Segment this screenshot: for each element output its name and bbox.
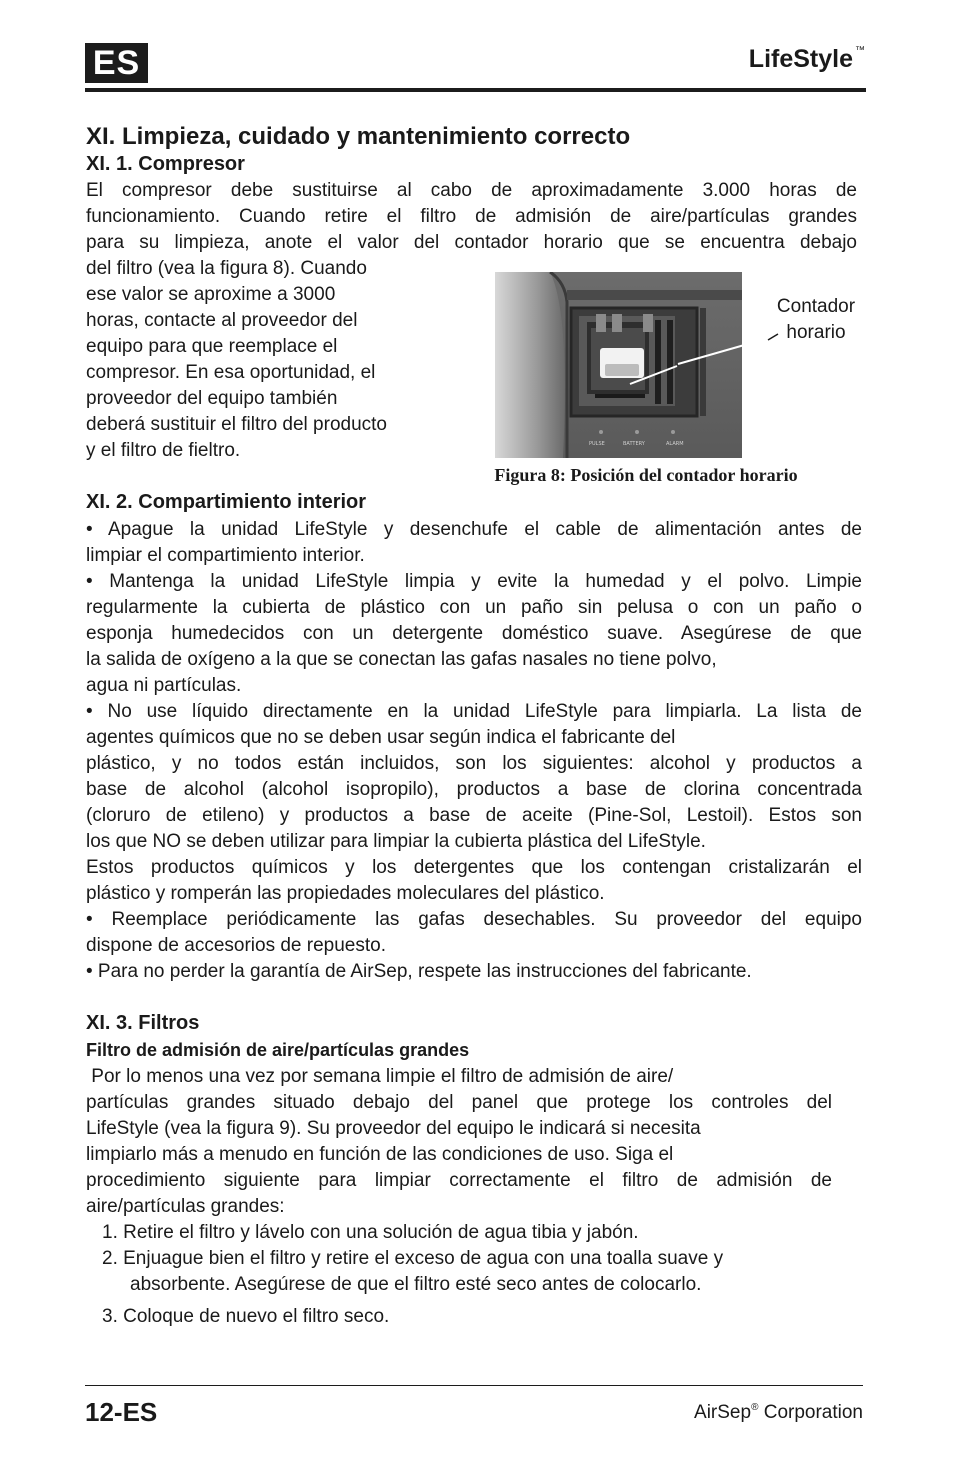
text-line: aire/partículas grandes: bbox=[86, 1196, 285, 1217]
text-line: • Para no perder la garantía de AirSep, respete las instrucciones del fabricante. bbox=[86, 961, 752, 982]
compresor-wrap-text bbox=[86, 256, 440, 464]
language-badge: ES bbox=[85, 43, 148, 83]
text-line: plástico y romperán las propiedades moleculares del plástico. bbox=[86, 883, 605, 904]
text-line: • Mantenga la unidad LifeStyle limpia y evite la humedad y el polvo. Limpie bbox=[86, 571, 862, 592]
text-line: Por lo menos una vez por semana limpie el filtro de admisión de aire/ bbox=[86, 1066, 674, 1087]
text-line: los que NO se deben utilizar para limpiar la cubierta plástica del LifeStyle. bbox=[86, 831, 706, 852]
text-line: compresor. En esa oportunidad, el bbox=[86, 362, 376, 383]
compresor-heading: XI. 1. Compresor bbox=[86, 153, 245, 175]
text-line: base de alcohol (alcohol isopropilo), productos a base de clorina concentrada bbox=[86, 779, 862, 800]
compresor-intro bbox=[86, 178, 857, 256]
panel-label-alarm: ALARM bbox=[666, 441, 684, 447]
text-line: horas, contacte al proveedor del bbox=[86, 310, 358, 331]
panel-label-pulse: PULSE bbox=[589, 441, 605, 447]
text-line: equipo para que reemplace el bbox=[86, 336, 338, 357]
text-line: limpiarlo más a menudo en función de las condiciones de uso. Siga el bbox=[86, 1144, 674, 1165]
compartimiento-body bbox=[86, 517, 862, 985]
text-line: proveedor del equipo también bbox=[86, 388, 338, 409]
header-rule bbox=[85, 88, 866, 92]
text-line: regularmente la cubierta de plástico con un paño sin pelusa o con un paño o bbox=[86, 597, 862, 618]
footer-rule bbox=[85, 1385, 863, 1386]
text-line: para su limpieza, anote el valor del contador horario que se encuentra debajo bbox=[86, 232, 857, 253]
text-line: agentes químicos que no se deben usar según indica el fabricante del bbox=[86, 727, 676, 748]
compartimiento-heading: XI. 2. Compartimiento interior bbox=[86, 491, 367, 513]
filtros-body bbox=[86, 1064, 832, 1220]
text-line: plástico, y no todos están incluidos, son los siguientes: alcohol y productos a bbox=[86, 753, 862, 774]
text-line: partículas grandes situado debajo del panel que protege los controles del bbox=[86, 1092, 832, 1113]
text-line: agua ni partículas. bbox=[86, 675, 242, 696]
list-item: 3. Coloque de nuevo el filtro seco. bbox=[102, 1306, 390, 1327]
brand-title: LifeStyle ™ bbox=[748, 45, 865, 73]
text-line: dispone de accesorios de repuesto. bbox=[86, 935, 386, 956]
text-line: Estos productos químicos y los detergentes que los contengan cristalizarán el bbox=[86, 857, 862, 878]
text-line: ese valor se aproxime a 3000 bbox=[86, 284, 336, 305]
filtros-heading: XI. 3. Filtros bbox=[86, 1012, 200, 1034]
page-number: 12-ES bbox=[85, 1397, 158, 1427]
company-name: AirSep® Corporation bbox=[694, 1402, 863, 1423]
text-line: funcionamiento. Cuando retire el filtro de admisión de aire/partículas grandes bbox=[86, 206, 857, 227]
text-line: (cloruro de etileno) y productos a base de aceite (Pine-Sol, Lestoil). Estos son bbox=[86, 805, 862, 826]
section-title: XI. Limpieza, cuidado y mantenimiento correcto bbox=[86, 123, 631, 150]
text-line: • No use líquido directamente en la unidad LifeStyle para limpiarla. La lista de bbox=[86, 701, 862, 722]
filtros-subheading: Filtro de admisión de aire/partículas grandes bbox=[86, 1040, 470, 1060]
list-item: 1. Retire el filtro y lávelo con una solución de agua tibia y jabón. bbox=[102, 1222, 639, 1243]
text-line: esponja humedecidos con un detergente doméstico suave. Asegúrese de que bbox=[86, 623, 862, 644]
text-line: procedimiento siguiente para limpiar correctamente el filtro de admisión de bbox=[86, 1170, 832, 1191]
text-line: • Reemplace periódicamente las gafas desechables. Su proveedor del equipo bbox=[86, 909, 862, 930]
text-line: LifeStyle (vea la figura 9). Su proveedor del equipo le indicará si necesita bbox=[86, 1118, 701, 1139]
text-line: • Apague la unidad LifeStyle y desenchufe el cable de alimentación antes de bbox=[86, 519, 862, 540]
list-item-continuation: absorbente. Asegúrese de que el filtro esté seco antes de colocarlo. bbox=[130, 1274, 702, 1295]
figure-caption: Figura 8: Posición del contador horario bbox=[494, 465, 798, 485]
text-line: la salida de oxígeno a la que se conectan las gafas nasales no tiene polvo, bbox=[86, 649, 717, 670]
text-line: y el filtro de fieltro. bbox=[86, 440, 241, 461]
text-line: del filtro (vea la figura 8). Cuando bbox=[86, 258, 367, 279]
text-line: deberá sustituir el filtro del producto bbox=[86, 414, 387, 435]
figure-callout: Contador horario bbox=[776, 296, 856, 343]
list-item: 2. Enjuague bien el filtro y retire el exceso de agua con una toalla suave y bbox=[102, 1248, 724, 1269]
panel-label-battery: BATTERY bbox=[623, 441, 645, 447]
text-line: El compresor debe sustituirse al cabo de aproximadamente 3.000 horas de bbox=[86, 180, 857, 201]
text-line: limpiar el compartimiento interior. bbox=[86, 545, 365, 566]
